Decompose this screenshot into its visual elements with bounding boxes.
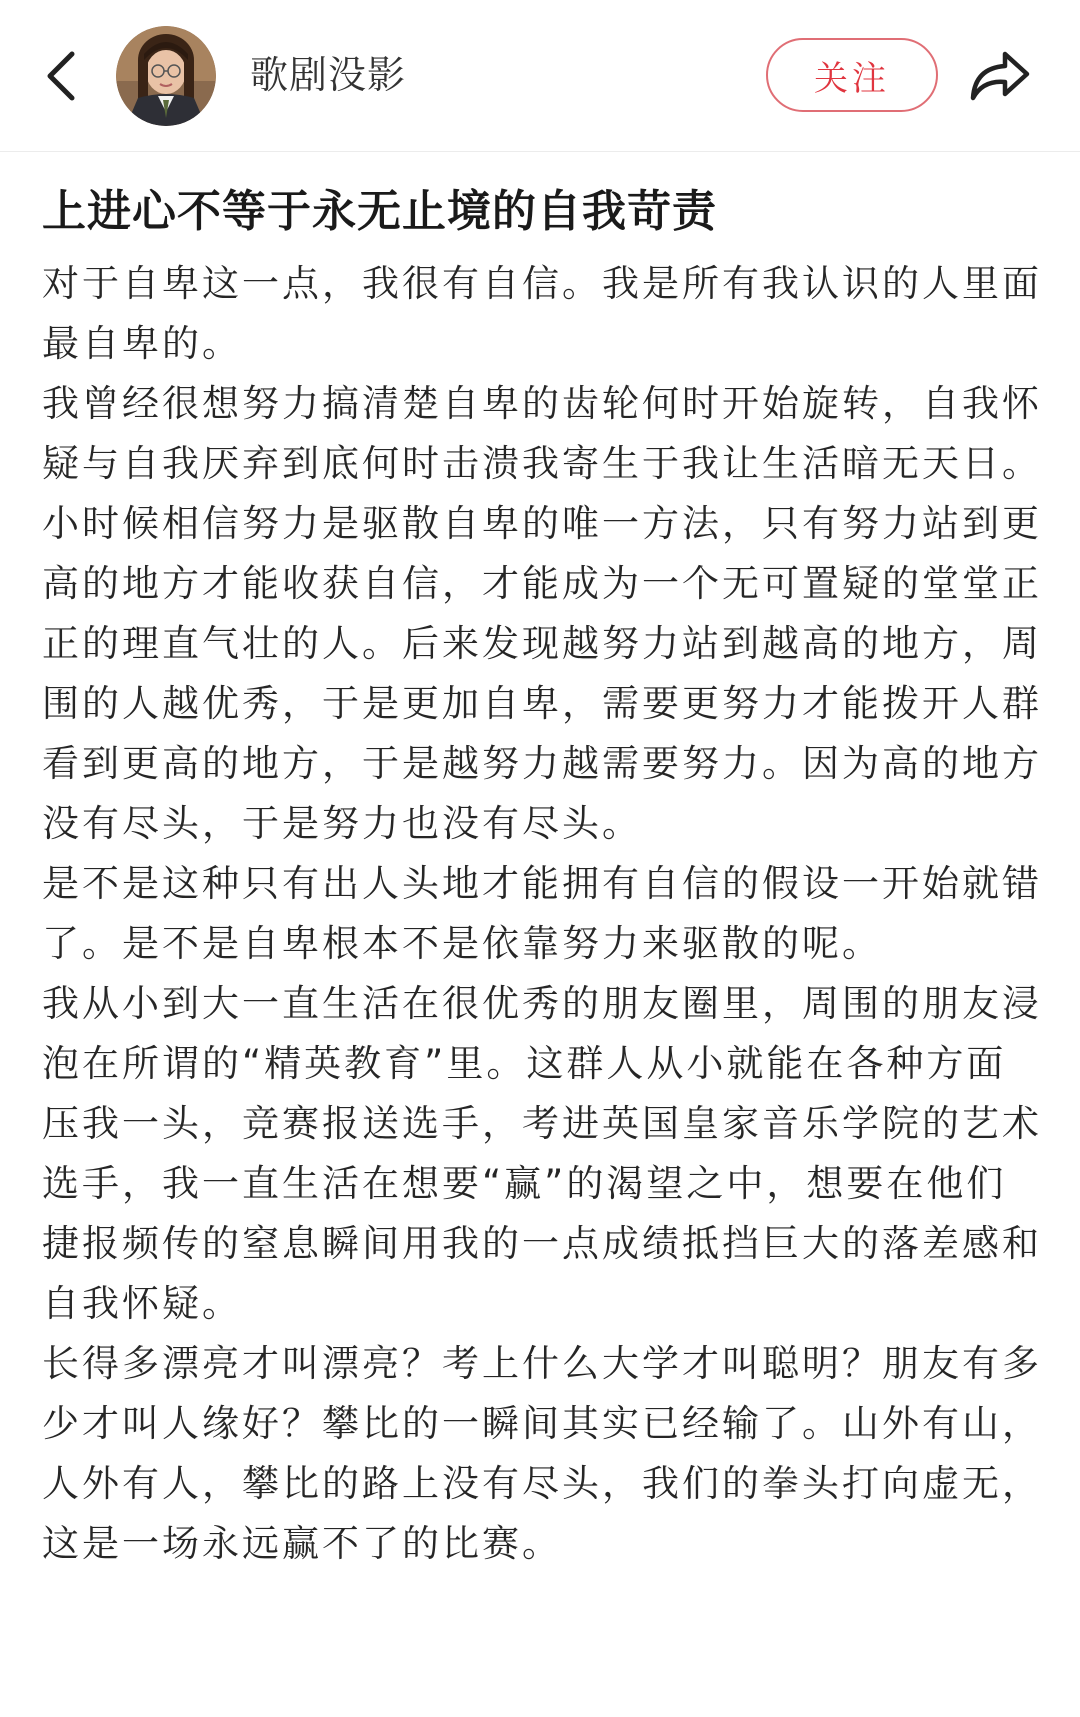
article-title: 上进心不等于永无止境的自我苛责	[42, 186, 717, 237]
paragraph: 我曾经很想努力搞清楚自卑的齿轮何时开始旋转，自我怀疑与自我厌弃到底何时击溃我寄生于我让生活暗无天日。	[42, 382, 1042, 485]
share-button[interactable]	[962, 40, 1038, 112]
paragraph: 长得多漂亮才叫漂亮？考上什么大学才叫聪明？朋友有多少才叫人缘好？攀比的一瞬间其实已经输了。山外有山，人外有人，攀比的路上没有尽头，我们的拳头打向虚无，这是一场永远赢不了的比赛。	[42, 1342, 1042, 1565]
paragraph: 对于自卑这一点，我很有自信。我是所有我认识的人里面最自卑的。	[42, 262, 1042, 365]
paragraph: 是不是这种只有出人头地才能拥有自信的假设一开始就错了。是不是自卑根本不是依靠努力来驱散的呢。	[42, 862, 1042, 965]
avatar-image	[116, 26, 216, 126]
paragraph: 我从小到大一直生活在很优秀的朋友圈里，周围的朋友浸泡在所谓的“精英教育”里。这群人从小就能在各种方面压我一头，竞赛报送选手，考进英国皇家音乐学院的艺术选手，我一直生活在想要“赢”的渴望之中，想要在他们捷报频传的窒息瞬间用我的一点成绩抵挡巨大的落差感和自我怀疑。	[42, 982, 1042, 1325]
paragraph: 小时候相信努力是驱散自卑的唯一方法，只有努力站到更高的地方才能收获自信，才能成为一个无可置疑的堂堂正正的理直气壮的人。后来发现越努力站到越高的地方，周围的人越优秀，于是更加自卑，需要更努力才能拨开人群看到更高的地方，于是越努力越需要努力。因为高的地方没有尽头，于是努力也没有尽头。	[42, 502, 1042, 845]
username[interactable]: 歌剧没影	[250, 53, 407, 97]
follow-button[interactable]: 关注	[766, 38, 938, 112]
article-body	[42, 254, 1042, 1574]
top-bar	[0, 0, 1080, 152]
article	[42, 176, 1042, 1574]
chevron-left-icon	[40, 48, 80, 104]
avatar[interactable]	[116, 26, 216, 126]
back-button[interactable]	[30, 36, 90, 116]
share-arrow-icon	[969, 50, 1031, 102]
